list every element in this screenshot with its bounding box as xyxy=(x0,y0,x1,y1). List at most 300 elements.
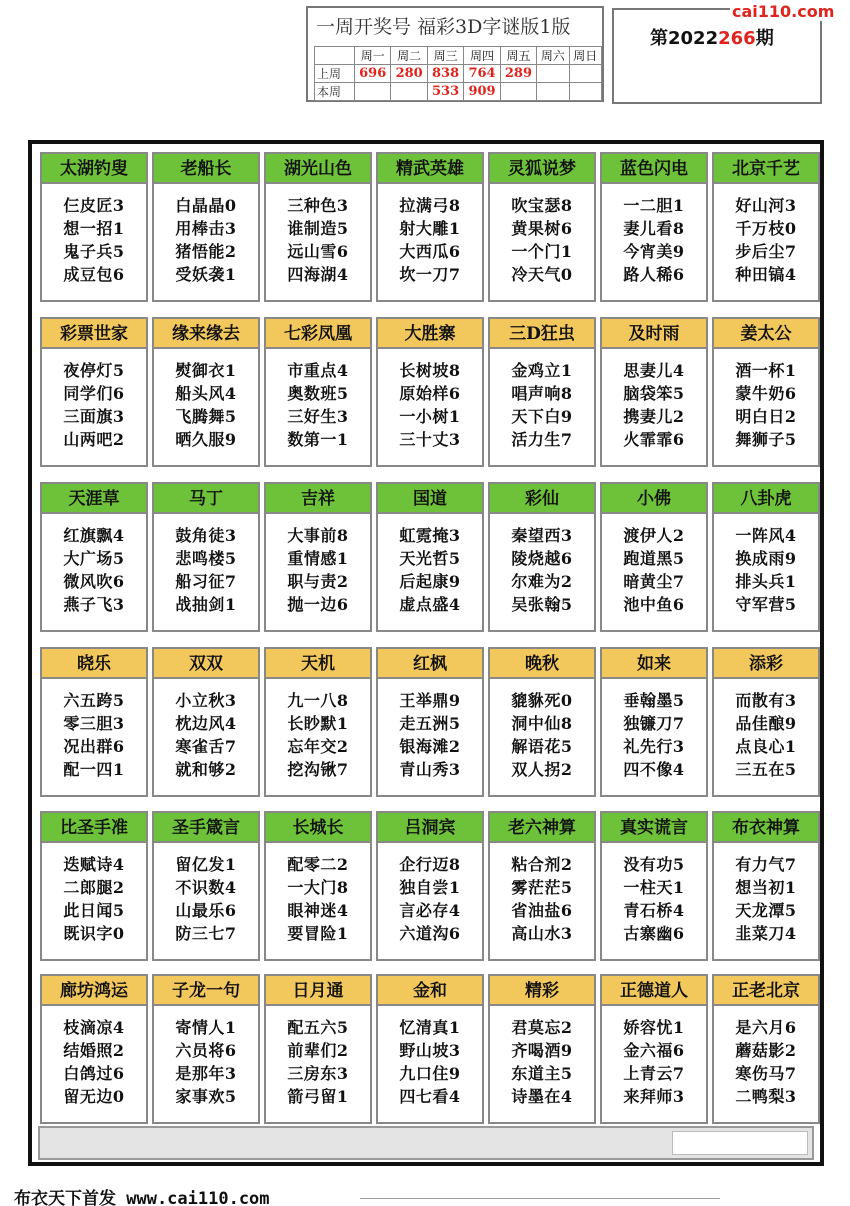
riddle-line: 省油盐6 xyxy=(511,901,573,920)
riddle-line: 鼓角徒3 xyxy=(175,526,237,545)
footer-divider xyxy=(360,1198,720,1199)
riddle-line: 既识字0 xyxy=(63,924,125,943)
riddle-lines xyxy=(378,1016,482,1108)
riddle-card-title: 如来 xyxy=(602,649,706,679)
riddle-line: 舞狮子5 xyxy=(735,430,797,449)
riddle-card-title: 日月通 xyxy=(266,976,370,1006)
riddle-line: 暗黄尘7 xyxy=(623,572,685,591)
riddle-line: 步后尘7 xyxy=(735,242,797,261)
riddle-line: 守军营5 xyxy=(735,595,797,614)
riddle-line: 企行迈8 xyxy=(399,855,461,874)
riddle-card xyxy=(600,482,708,632)
riddle-line: 一二胆1 xyxy=(623,196,685,215)
riddle-lines xyxy=(266,524,370,616)
riddle-line: 三种色3 xyxy=(287,196,349,215)
period-prefix: 第2022 xyxy=(650,28,719,49)
bottom-bar-box xyxy=(672,1131,808,1155)
riddle-lines xyxy=(490,689,594,781)
riddle-lines xyxy=(714,1016,818,1108)
riddle-line: 三房东3 xyxy=(287,1064,349,1083)
riddle-line: 四海湖4 xyxy=(287,265,349,284)
riddle-card xyxy=(488,482,596,632)
riddle-line: 上青云7 xyxy=(623,1064,685,1083)
riddle-line: 熨御衣1 xyxy=(175,361,237,380)
riddle-line: 用棒击3 xyxy=(175,219,237,238)
day-label: 周五 xyxy=(500,47,536,65)
riddle-card xyxy=(152,152,260,302)
riddle-card xyxy=(376,974,484,1124)
riddle-card xyxy=(712,647,820,797)
riddle-card xyxy=(712,811,820,961)
riddle-card-title: 吕洞宾 xyxy=(378,813,482,843)
riddle-line: 成豆包6 xyxy=(63,265,125,284)
riddle-lines xyxy=(490,194,594,286)
riddle-lines xyxy=(714,853,818,945)
riddle-line: 独自尝1 xyxy=(399,878,461,897)
riddle-lines xyxy=(154,524,258,616)
riddle-line: 走五洲5 xyxy=(399,714,461,733)
riddle-line: 大事前8 xyxy=(287,526,349,545)
riddle-line: 悲鸣楼5 xyxy=(175,549,237,568)
riddle-line: 眼神迷4 xyxy=(287,901,349,920)
riddle-line: 妻儿看8 xyxy=(623,219,685,238)
riddle-card xyxy=(376,811,484,961)
riddle-line: 重情感1 xyxy=(287,549,349,568)
riddle-line: 零三胆3 xyxy=(63,714,125,733)
riddle-line: 况出群6 xyxy=(63,737,125,756)
riddle-card xyxy=(40,811,148,961)
riddle-line: 白晶晶0 xyxy=(175,196,237,215)
riddle-line: 虹霓掩3 xyxy=(399,526,461,545)
riddle-lines xyxy=(490,359,594,451)
riddle-line: 前辈们2 xyxy=(287,1041,349,1060)
riddle-line: 诗墨在4 xyxy=(511,1087,573,1106)
riddle-line: 野山坡3 xyxy=(399,1041,461,1060)
riddle-line: 九一八8 xyxy=(287,691,349,710)
riddle-line: 而散有3 xyxy=(735,691,797,710)
riddle-line: 高山水3 xyxy=(511,924,573,943)
riddle-line: 大西瓜6 xyxy=(399,242,461,261)
riddle-line: 忘年交2 xyxy=(287,737,349,756)
riddle-lines xyxy=(378,524,482,616)
draw-number xyxy=(500,83,536,101)
riddle-line: 寒雀舌7 xyxy=(175,737,237,756)
riddle-line: 今宵美9 xyxy=(623,242,685,261)
riddle-line: 红旗飘4 xyxy=(63,526,125,545)
riddle-card-title: 蓝色闪电 xyxy=(602,154,706,184)
draw-number: 764 xyxy=(464,65,500,83)
riddle-line: 枝滴凉4 xyxy=(63,1018,125,1037)
riddle-line: 酒一杯1 xyxy=(735,361,797,380)
riddle-line: 一柱天1 xyxy=(623,878,685,897)
riddle-card xyxy=(152,647,260,797)
riddle-line: 抛一边6 xyxy=(287,595,349,614)
riddle-line: 貔貅死0 xyxy=(511,691,573,710)
draw-number: 280 xyxy=(391,65,427,83)
riddle-lines xyxy=(490,853,594,945)
riddle-line: 忆清真1 xyxy=(399,1018,461,1037)
riddle-lines xyxy=(42,194,146,286)
riddle-line: 市重点4 xyxy=(287,361,349,380)
riddle-lines xyxy=(602,194,706,286)
riddle-card xyxy=(712,974,820,1124)
riddle-card-title: 北京千艺 xyxy=(714,154,818,184)
riddle-card-title: 小佛 xyxy=(602,484,706,514)
riddle-card xyxy=(600,974,708,1124)
riddle-card-title: 彩票世家 xyxy=(42,319,146,349)
riddle-line: 配五六5 xyxy=(287,1018,349,1037)
riddle-lines xyxy=(378,359,482,451)
riddle-line: 山两吧2 xyxy=(63,430,125,449)
riddle-line: 王举鼎9 xyxy=(399,691,461,710)
riddle-line: 船头风4 xyxy=(175,384,237,403)
riddle-card xyxy=(152,974,260,1124)
riddle-line: 六员将6 xyxy=(175,1041,237,1060)
riddle-line: 垂翰墨5 xyxy=(623,691,685,710)
riddle-board xyxy=(28,140,824,1166)
riddle-card xyxy=(264,811,372,961)
riddle-card-title: 天机 xyxy=(266,649,370,679)
riddle-card-title: 国道 xyxy=(378,484,482,514)
riddle-line: 寄情人1 xyxy=(175,1018,237,1037)
riddle-line: 战抽剑1 xyxy=(175,595,237,614)
riddle-card xyxy=(152,482,260,632)
riddle-line: 四不像4 xyxy=(623,760,685,779)
riddle-line: 结婚照2 xyxy=(63,1041,125,1060)
riddle-line: 不识数4 xyxy=(175,878,237,897)
riddle-card-title: 灵狐说梦 xyxy=(490,154,594,184)
riddle-line: 古寨幽6 xyxy=(623,924,685,943)
riddle-line: 家事欢5 xyxy=(175,1087,237,1106)
riddle-line: 枕边风4 xyxy=(175,714,237,733)
riddle-card xyxy=(376,152,484,302)
riddle-card-title: 湖光山色 xyxy=(266,154,370,184)
riddle-line: 思妻儿4 xyxy=(623,361,685,380)
riddle-line: 黄果树6 xyxy=(511,219,573,238)
draw-number: 533 xyxy=(427,83,463,101)
riddle-card xyxy=(376,647,484,797)
riddle-line: 一大门8 xyxy=(287,878,349,897)
riddle-line: 三好生3 xyxy=(287,407,349,426)
riddle-lines xyxy=(378,689,482,781)
riddle-line: 挖沟锹7 xyxy=(287,760,349,779)
period-number: 266 xyxy=(718,28,756,49)
riddle-line: 一阵风4 xyxy=(735,526,797,545)
riddle-card-title: 老六神算 xyxy=(490,813,594,843)
riddle-line: 谁制造5 xyxy=(287,219,349,238)
riddle-card-title: 晚秋 xyxy=(490,649,594,679)
row-label: 上周 xyxy=(315,65,355,83)
riddle-card-title: 马丁 xyxy=(154,484,258,514)
draw-results-table xyxy=(314,46,602,101)
riddle-line: 留无边0 xyxy=(63,1087,125,1106)
riddle-card xyxy=(600,317,708,467)
riddle-line: 尔难为2 xyxy=(511,572,573,591)
riddle-line: 鬼子兵5 xyxy=(63,242,125,261)
riddle-line: 君莫忘2 xyxy=(511,1018,573,1037)
riddle-line: 独镰刀7 xyxy=(623,714,685,733)
day-label: 周二 xyxy=(391,47,427,65)
riddle-card-title: 彩仙 xyxy=(490,484,594,514)
riddle-line: 吴张翰5 xyxy=(511,595,573,614)
riddle-card-title: 及时雨 xyxy=(602,319,706,349)
riddle-card xyxy=(264,482,372,632)
riddle-lines xyxy=(714,689,818,781)
riddle-card-title: 天涯草 xyxy=(42,484,146,514)
riddle-line: 想当初1 xyxy=(735,878,797,897)
riddle-card-title: 子龙一句 xyxy=(154,976,258,1006)
riddle-line: 船习征7 xyxy=(175,572,237,591)
riddle-card xyxy=(40,482,148,632)
riddle-line: 拉满弓8 xyxy=(399,196,461,215)
riddle-card-title: 七彩凤凰 xyxy=(266,319,370,349)
riddle-card-title: 长城长 xyxy=(266,813,370,843)
period-panel xyxy=(612,8,822,104)
riddle-card-title: 大胜寨 xyxy=(378,319,482,349)
riddle-line: 携妻儿2 xyxy=(623,407,685,426)
draw-number: 289 xyxy=(500,65,536,83)
riddle-line: 猪悟能2 xyxy=(175,242,237,261)
this-week-row xyxy=(315,83,602,101)
riddle-line: 有力气7 xyxy=(735,855,797,874)
riddle-card xyxy=(376,482,484,632)
riddle-card-title: 老船长 xyxy=(154,154,258,184)
riddle-lines xyxy=(154,194,258,286)
riddle-line: 原始样6 xyxy=(399,384,461,403)
riddle-lines xyxy=(602,853,706,945)
draw-number: 696 xyxy=(355,65,391,83)
riddle-card-title: 双双 xyxy=(154,649,258,679)
riddle-line: 礼先行3 xyxy=(623,737,685,756)
riddle-line: 活力生7 xyxy=(511,430,573,449)
riddle-line: 燕子飞3 xyxy=(63,595,125,614)
riddle-lines xyxy=(714,194,818,286)
riddle-lines xyxy=(266,1016,370,1108)
day-label: 周四 xyxy=(464,47,500,65)
riddle-line: 受妖袭1 xyxy=(175,265,237,284)
riddle-line: 就和够2 xyxy=(175,760,237,779)
riddle-lines xyxy=(42,1016,146,1108)
draw-number xyxy=(537,83,569,101)
riddle-line: 同学们6 xyxy=(63,384,125,403)
riddle-line: 奥数班5 xyxy=(287,384,349,403)
riddle-line: 六道沟6 xyxy=(399,924,461,943)
day-label: 周六 xyxy=(537,47,569,65)
riddle-card xyxy=(264,152,372,302)
riddle-line: 大广场5 xyxy=(63,549,125,568)
riddle-card xyxy=(264,974,372,1124)
riddle-lines xyxy=(602,689,706,781)
riddle-lines xyxy=(154,689,258,781)
riddle-line: 池中鱼6 xyxy=(623,595,685,614)
riddle-card xyxy=(152,811,260,961)
riddle-line: 仨皮匠3 xyxy=(63,196,125,215)
riddle-line: 三面旗3 xyxy=(63,407,125,426)
riddle-card-title: 吉祥 xyxy=(266,484,370,514)
riddle-card xyxy=(488,811,596,961)
riddle-line: 二鸭梨3 xyxy=(735,1087,797,1106)
riddle-line: 千万枝0 xyxy=(735,219,797,238)
riddle-card xyxy=(712,317,820,467)
day-label: 周三 xyxy=(427,47,463,65)
riddle-lines xyxy=(266,689,370,781)
riddle-card-title: 金和 xyxy=(378,976,482,1006)
riddle-line: 好山河3 xyxy=(735,196,797,215)
riddle-line: 虚点盛4 xyxy=(399,595,461,614)
riddle-lines xyxy=(602,1016,706,1108)
riddle-line: 蘑菇影2 xyxy=(735,1041,797,1060)
draw-number xyxy=(569,65,601,83)
riddle-line: 吹宝瑟8 xyxy=(511,196,573,215)
riddle-line: 想一招1 xyxy=(63,219,125,238)
draw-number: 909 xyxy=(464,83,500,101)
riddle-lines xyxy=(266,194,370,286)
riddle-line: 点良心1 xyxy=(735,737,797,756)
riddle-lines xyxy=(602,359,706,451)
riddle-card-title: 太湖钓叟 xyxy=(42,154,146,184)
riddle-card xyxy=(376,317,484,467)
riddle-line: 齐喝酒9 xyxy=(511,1041,573,1060)
riddle-card-title: 晓乐 xyxy=(42,649,146,679)
riddle-line: 配零二2 xyxy=(287,855,349,874)
riddle-line: 一个门1 xyxy=(511,242,573,261)
riddle-card xyxy=(712,152,820,302)
riddle-card-title: 比圣手准 xyxy=(42,813,146,843)
riddle-line: 脑袋笨5 xyxy=(623,384,685,403)
riddle-line: 青石桥4 xyxy=(623,901,685,920)
riddle-card xyxy=(152,317,260,467)
riddle-line: 此日闻5 xyxy=(63,901,125,920)
riddle-line: 金鸡立1 xyxy=(511,361,573,380)
riddle-line: 秦望西3 xyxy=(511,526,573,545)
riddle-line: 六五跨5 xyxy=(63,691,125,710)
riddle-line: 寒伤马7 xyxy=(735,1064,797,1083)
riddle-line: 夜停灯5 xyxy=(63,361,125,380)
riddle-line: 三五在5 xyxy=(735,760,797,779)
riddle-lines xyxy=(42,359,146,451)
riddle-line: 白鸽过6 xyxy=(63,1064,125,1083)
riddle-line: 天龙潭5 xyxy=(735,901,797,920)
riddle-line: 双人拐2 xyxy=(511,760,573,779)
riddle-card xyxy=(488,647,596,797)
riddle-line: 娇容忧1 xyxy=(623,1018,685,1037)
riddle-line: 冷天气0 xyxy=(511,265,573,284)
riddle-line: 配一四1 xyxy=(63,760,125,779)
riddle-line: 陵烧越6 xyxy=(511,549,573,568)
riddle-line: 东道主5 xyxy=(511,1064,573,1083)
riddle-line: 路人稀6 xyxy=(623,265,685,284)
riddle-lines xyxy=(154,853,258,945)
riddle-line: 一小树1 xyxy=(399,407,461,426)
riddle-line: 三十丈3 xyxy=(399,430,461,449)
riddle-line: 银海滩2 xyxy=(399,737,461,756)
riddle-lines xyxy=(154,1016,258,1108)
riddle-card-title: 精彩 xyxy=(490,976,594,1006)
riddle-line: 微风吹6 xyxy=(63,572,125,591)
riddle-line: 远山雪6 xyxy=(287,242,349,261)
riddle-line: 天光哲5 xyxy=(399,549,461,568)
riddle-card xyxy=(40,974,148,1124)
riddle-card xyxy=(488,974,596,1124)
riddle-card-title: 八卦虎 xyxy=(714,484,818,514)
riddle-line: 种田镐4 xyxy=(735,265,797,284)
riddle-line: 长树坡8 xyxy=(399,361,461,380)
riddle-line: 飞腾舞5 xyxy=(175,407,237,426)
riddle-card xyxy=(600,647,708,797)
riddle-line: 迭赋诗4 xyxy=(63,855,125,874)
riddle-line: 留亿发1 xyxy=(175,855,237,874)
period-suffix: 期 xyxy=(755,28,774,49)
riddle-line: 没有功5 xyxy=(623,855,685,874)
day-label: 周日 xyxy=(569,47,601,65)
riddle-line: 要冒险1 xyxy=(287,924,349,943)
riddle-lines xyxy=(42,689,146,781)
riddle-line: 青山秀3 xyxy=(399,760,461,779)
riddle-line: 韭菜刀4 xyxy=(735,924,797,943)
riddle-card-title: 精武英雄 xyxy=(378,154,482,184)
riddle-card-title: 红枫 xyxy=(378,649,482,679)
riddle-line: 防三七7 xyxy=(175,924,237,943)
riddle-lines xyxy=(42,853,146,945)
site-logo: cai110.com xyxy=(732,2,835,21)
riddle-line: 跑道黑5 xyxy=(623,549,685,568)
riddle-card-title: 圣手箴言 xyxy=(154,813,258,843)
riddle-card-title: 廊坊鸿运 xyxy=(42,976,146,1006)
riddle-card xyxy=(488,152,596,302)
riddle-card xyxy=(40,152,148,302)
riddle-card xyxy=(40,317,148,467)
riddle-card xyxy=(600,811,708,961)
riddle-line: 是六月6 xyxy=(735,1018,797,1037)
riddle-line: 四七看4 xyxy=(399,1087,461,1106)
riddle-card-title: 缘来缘去 xyxy=(154,319,258,349)
riddle-line: 火霏霏6 xyxy=(623,430,685,449)
riddle-line: 金六福6 xyxy=(623,1041,685,1060)
riddle-lines xyxy=(42,524,146,616)
bottom-bar xyxy=(38,1126,814,1160)
draw-number xyxy=(537,65,569,83)
riddle-line: 后起康9 xyxy=(399,572,461,591)
riddle-card-title: 正德道人 xyxy=(602,976,706,1006)
riddle-card xyxy=(264,647,372,797)
riddle-line: 职与责2 xyxy=(287,572,349,591)
riddle-lines xyxy=(714,359,818,451)
last-week-row xyxy=(315,65,602,83)
riddle-card xyxy=(264,317,372,467)
draw-number xyxy=(355,83,391,101)
riddle-line: 排头兵1 xyxy=(735,572,797,591)
riddle-line: 明白日2 xyxy=(735,407,797,426)
riddle-line: 品佳酿9 xyxy=(735,714,797,733)
draw-number xyxy=(391,83,427,101)
riddle-card-title: 三D狂虫 xyxy=(490,319,594,349)
riddle-line: 是那年3 xyxy=(175,1064,237,1083)
riddle-lines xyxy=(714,524,818,616)
footer-credit: 布衣天下首发 www.cai110.com xyxy=(14,1189,270,1206)
riddle-lines xyxy=(490,1016,594,1108)
riddle-line: 渡伊人2 xyxy=(623,526,685,545)
riddle-line: 射大雕1 xyxy=(399,219,461,238)
riddle-card-title: 真实谎言 xyxy=(602,813,706,843)
riddle-line: 箭弓留1 xyxy=(287,1087,349,1106)
riddle-card-title: 正老北京 xyxy=(714,976,818,1006)
riddle-lines xyxy=(266,853,370,945)
riddle-lines xyxy=(602,524,706,616)
riddle-line: 晒久服9 xyxy=(175,430,237,449)
riddle-line: 洞中仙8 xyxy=(511,714,573,733)
riddle-line: 天下白9 xyxy=(511,407,573,426)
riddle-card xyxy=(712,482,820,632)
